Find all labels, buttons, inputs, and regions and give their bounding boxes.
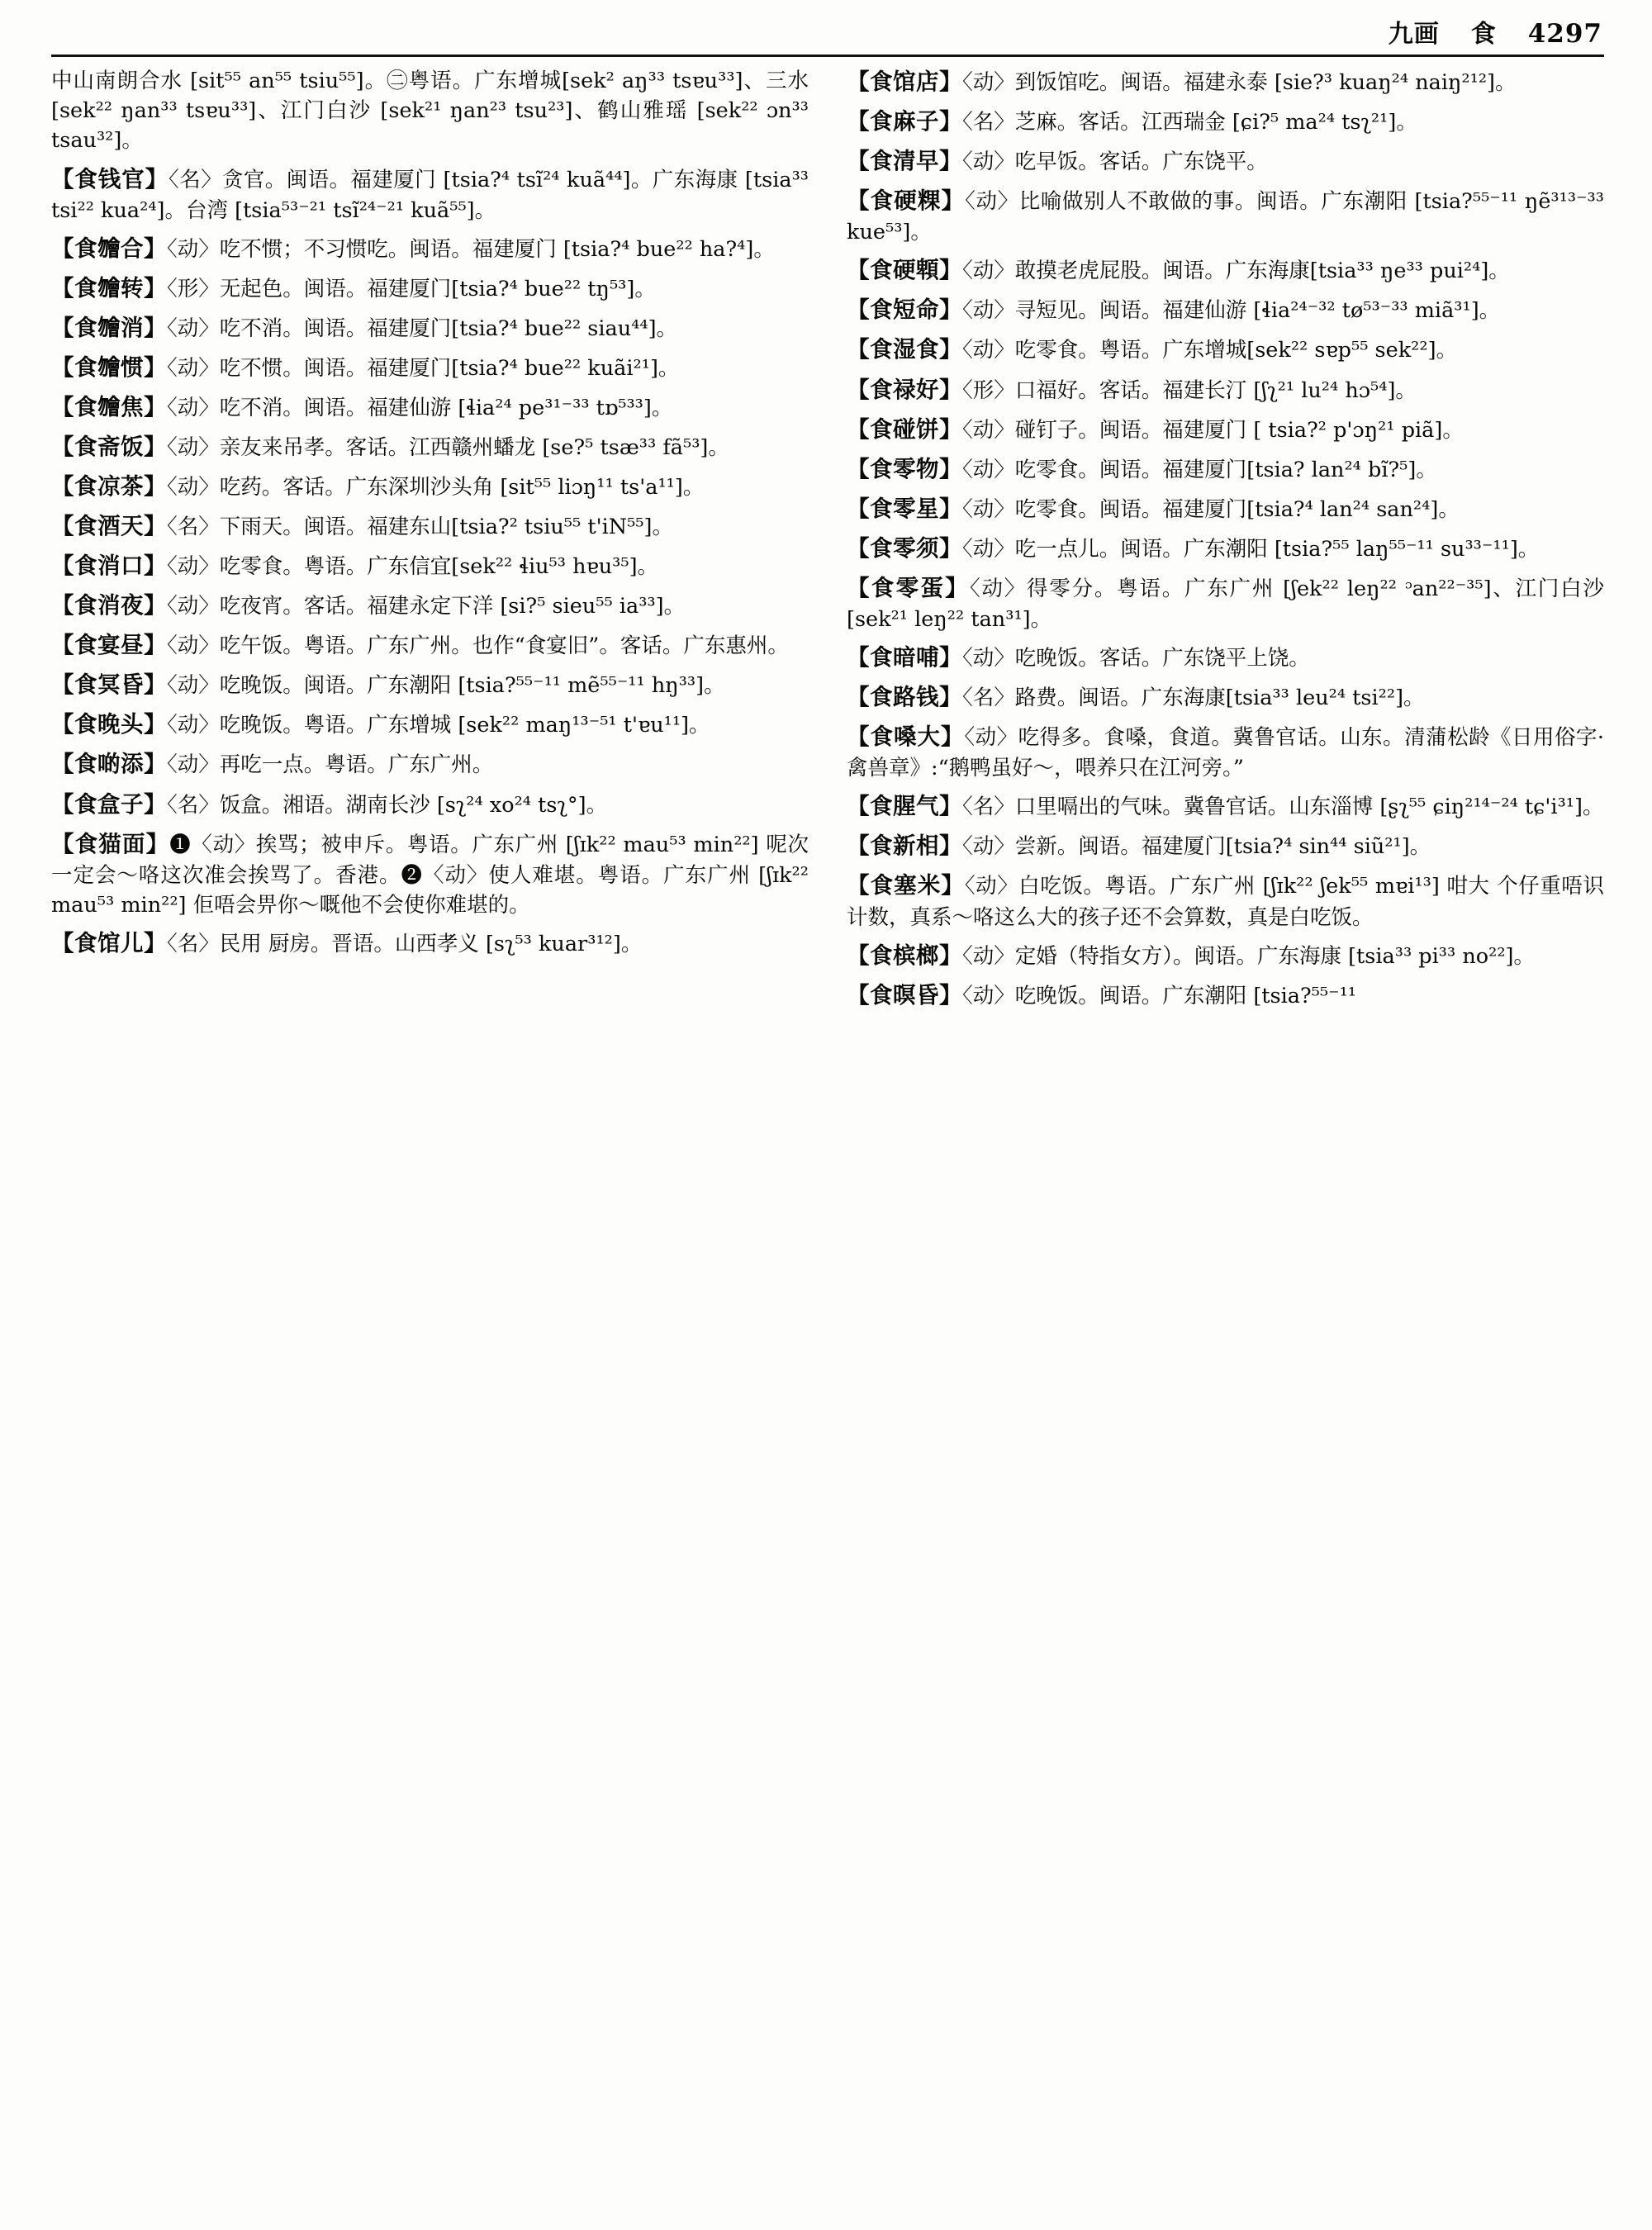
dictionary-entry — [51, 748, 809, 780]
entry-headword: 【食硬䫌】 — [847, 257, 962, 284]
entry-text: 〈动〉吃夜宵。客话。福建永定下洋 [si?⁵ sieu⁵⁵ ia³³]。 — [167, 594, 686, 619]
dictionary-entry — [51, 828, 809, 920]
entry-text: 〈名〉民用 厨房。晋语。山西孝义 [sʅ⁵³ kuar³¹²]。 — [167, 932, 643, 957]
entry-headword: 【食零物】 — [847, 455, 962, 482]
dictionary-entry — [847, 254, 1604, 287]
entry-headword: 【食路钱】 — [847, 684, 962, 711]
entry-headword: 【食馆店】 — [847, 69, 962, 95]
entry-text: 〈名〉贪官。闽语。福建厦门 [tsia?⁴ tsĩ²⁴ kuã⁴⁴]。广东海康 [tsia³³ tsi²² kua²⁴]。台湾 [tsia⁵³⁻²¹ tsĩ²⁴⁻²¹ kuã⁵⁵]。 — [51, 167, 809, 223]
dictionary-entry — [847, 374, 1604, 406]
entry-text: 〈动〉吃不惯；不习惯吃。闽语。福建厦门 [tsia?⁴ bue²² ha?⁴]。 — [167, 236, 775, 262]
entry-text: 〈动〉碰钉子。闽语。福建厦门 [ tsia?² p'ɔŋ²¹ piã]。 — [962, 417, 1464, 443]
entry-headword: 【食碰饼】 — [847, 415, 962, 443]
entry-text: 〈动〉敢摸老虎屁股。闽语。广东海康[tsia³³ ŋe³³ pui²⁴]。 — [962, 259, 1510, 284]
entry-headword: 【食宴昼】 — [51, 632, 167, 659]
dictionary-entry — [847, 681, 1604, 714]
entry-headword: 【食冥昏】 — [51, 671, 167, 699]
dictionary-entry — [847, 790, 1604, 823]
dictionary-entry — [847, 830, 1604, 862]
entry-text: 〈形〉无起色。闽语。福建厦门[tsia?⁴ bue²² tŋ⁵³]。 — [167, 276, 656, 301]
entry-headword: 【食凉茶】 — [51, 473, 167, 501]
entry-text: 〈动〉比喻做别人不敢做的事。闽语。广东潮阳 [tsia?⁵⁵⁻¹¹ ŋẽ³¹³⁻³³ kue⁵³]。 — [847, 189, 1604, 245]
entry-text: 中山南朗合水 [sit⁵⁵ an⁵⁵ tsiu⁵⁵]。㊁粤语。广东增城[sek² aŋ³³ tsɐu³³]、三水[sek²² ŋan³³ tsɐu³³]、江门白沙 [sek²¹ ŋan²³ tsu²³]、鹤山雅瑶 [sek²² ɔn³³ tsau³²]。 — [51, 69, 809, 154]
dictionary-entry — [51, 471, 809, 503]
right-column — [847, 66, 1604, 1019]
dictionary-entry — [847, 294, 1604, 326]
entry-text: 〈动〉吃得多。食嗓，食道。冀鲁官话。山东。清蒲松龄《日用俗字·禽兽章》:“鹅鸭虽好～，喂养只在江河旁。” — [847, 725, 1605, 781]
entry-text: 〈动〉再吃一点。粤语。广东广州。 — [167, 752, 494, 778]
entry-text: 〈动〉吃午饭。粤语。广东广州。也作“食宴旧”。客话。广东惠州。 — [167, 633, 789, 659]
entry-text: 〈动〉吃零食。粤语。广东增城[sek²² sɐp⁵⁵ sek²²]。 — [962, 338, 1458, 363]
entry-text: ❶〈动〉挨骂；被申斥。粤语。广东广州 [ʃɪk²² mau⁵³ min²²] 呢次一定会～咯这次准会挨骂了。香港。❷〈动〉使人难堪。粤语。广东广州 [ʃɪk²² mau⁵³ min²²] 佢唔会畀你～嘅他不会使你难堪的。 — [51, 832, 809, 918]
entry-text: 〈动〉得零分。粤语。广东广州 [ʃek²² leŋ²² ᵓan²²⁻³⁵]、江门白沙 [sek²¹ leŋ²² tan³¹]。 — [847, 576, 1605, 632]
entry-headword: 【食麻子】 — [847, 108, 962, 135]
dictionary-entry — [847, 642, 1604, 674]
dictionary-entry — [847, 870, 1604, 932]
dictionary-entry — [847, 572, 1604, 634]
entry-text: 〈动〉尝新。闽语。福建厦门[tsia?⁴ sin⁴⁴ siũ²¹]。 — [962, 834, 1431, 860]
entry-headword: 【食湿食】 — [847, 336, 962, 363]
dictionary-entry — [51, 164, 809, 225]
entry-text: 〈名〉口里嗝出的气味。冀鲁官话。山东淄博 [ʂʅ⁵⁵ ɕiŋ²¹⁴⁻²⁴ tɕ'i³¹]。 — [962, 795, 1604, 820]
page-header — [1389, 13, 1602, 50]
dictionary-entry — [51, 928, 809, 960]
dictionary-entry — [847, 453, 1604, 486]
dictionary-entry — [51, 510, 809, 543]
entry-continued — [51, 66, 809, 156]
page-columns — [51, 66, 1604, 1019]
entry-text: 〈名〉芝麻。客话。江西瑞金 [ɕi?⁵ ma²⁴ tsʅ²¹]。 — [962, 110, 1417, 135]
entry-headword: 【食暗哺】 — [847, 644, 962, 671]
entry-headword: 【食硬粿】 — [847, 187, 966, 215]
entry-headword: 【食新相】 — [847, 833, 962, 860]
entry-headword: 【食短命】 — [847, 297, 962, 324]
dictionary-entry — [51, 590, 809, 622]
entry-headword: 【食盒子】 — [51, 790, 167, 818]
entry-text: 〈形〉口福好。客话。福建长汀 [ʃʅ²¹ lu²⁴ hɔ⁵⁴]。 — [962, 377, 1417, 403]
entry-text: 〈动〉吃不惯。闽语。福建厦门[tsia?⁴ bue²² kuãi²¹]。 — [167, 356, 680, 381]
entry-headword: 【食猫面】 — [51, 830, 170, 857]
dictionary-entry — [51, 233, 809, 265]
entry-headword: 【食𣍐惯】 — [51, 354, 167, 381]
entry-text: 〈动〉吃晚饭。闽语。广东潮阳 [tsia?⁵⁵⁻¹¹ mẽ⁵⁵⁻¹¹ hŋ³³]。 — [167, 673, 725, 699]
entry-headword: 【食𣍐消】 — [51, 314, 167, 341]
entry-headword: 【食𣍐转】 — [51, 274, 167, 301]
entry-headword: 【食零星】 — [847, 495, 962, 522]
header-radical: 食 — [1470, 20, 1497, 49]
dictionary-entry — [847, 980, 1604, 1012]
dictionary-entry — [51, 273, 809, 305]
entry-text: 〈名〉路费。闽语。广东海康[tsia³³ leu²⁴ tsi²²]。 — [962, 686, 1425, 711]
entry-headword: 【食清早】 — [847, 148, 962, 175]
page-number: 4297 — [1527, 19, 1602, 49]
entry-text: 〈动〉吃早饭。客话。广东饶平。 — [962, 149, 1268, 175]
header-stroke-label: 九画 — [1388, 20, 1440, 49]
entry-text: 〈动〉寻短见。闽语。福建仙游 [ɬia²⁴⁻³² tø⁵³⁻³³ miã³¹]。 — [962, 298, 1501, 324]
entry-text: 〈动〉白吃饭。粤语。广东广州 [ʃɪk²² ʃek⁵⁵ mɐi¹³] 咁大 个仔重唔识计数，真系～咯这么大的孩子还不会算数，真是白吃饭。 — [847, 874, 1605, 930]
dictionary-entry — [51, 789, 809, 821]
entry-text: 〈动〉吃晚饭。粤语。广东增城 [sek²² maŋ¹³⁻⁵¹ t'ɐu¹¹]。 — [167, 713, 710, 738]
entry-headword: 【食零须】 — [847, 534, 962, 562]
header-divider — [51, 55, 1604, 57]
dictionary-entry — [847, 721, 1604, 783]
dictionary-entry — [51, 431, 809, 463]
entry-text: 〈动〉吃不消。闽语。福建仙游 [ɬia²⁴ pe³¹⁻³³ tɒ⁵³³]。 — [167, 396, 673, 421]
dictionary-entry — [51, 550, 809, 582]
entry-text: 〈动〉吃一点儿。闽语。广东潮阳 [tsia?⁵⁵ laŋ⁵⁵⁻¹¹ su³³⁻¹¹]。 — [962, 536, 1540, 562]
dictionary-entry — [847, 145, 1604, 178]
entry-text: 〈动〉吃晚饭。客话。广东饶平上饶。 — [962, 646, 1310, 671]
dictionary-entry — [51, 709, 809, 741]
entry-headword: 【食酒天】 — [51, 513, 167, 540]
entry-headword: 【食啲添】 — [51, 751, 167, 778]
dictionary-entry — [847, 334, 1604, 366]
left-column — [51, 66, 809, 1019]
entry-headword: 【食晚头】 — [51, 711, 167, 738]
entry-text: 〈名〉下雨天。闽语。福建东山[tsia?² tsiu⁵⁵ t'iN⁵⁵]。 — [167, 515, 673, 540]
entry-text: 〈名〉饭盒。湘语。湖南长沙 [sʅ²⁴ xo²⁴ tsʅ°]。 — [167, 792, 608, 818]
entry-headword: 【食馆儿】 — [51, 930, 167, 957]
dictionary-entry — [847, 414, 1604, 446]
entry-text: 〈动〉定婚（特指女方）。闽语。广东海康 [tsia³³ pi³³ no²²]。 — [962, 943, 1535, 969]
entry-text: 〈动〉吃不消。闽语。福建厦门[tsia?⁴ bue²² siau⁴⁴]。 — [167, 316, 678, 341]
entry-headword: 【食𣍐焦】 — [51, 394, 167, 421]
dictionary-entry — [847, 533, 1604, 565]
dictionary-entry — [51, 391, 809, 424]
entry-text: 〈动〉亲友来吊孝。客话。江西赣州蟠龙 [se?⁵ tsæ³³ fã⁵³]。 — [167, 435, 729, 461]
entry-headword: 【食塞米】 — [847, 872, 965, 899]
entry-headword: 【食消口】 — [51, 553, 167, 580]
entry-headword: 【食槟榔】 — [847, 942, 962, 969]
dictionary-entry — [847, 493, 1604, 525]
entry-headword: 【食暝昏】 — [847, 981, 962, 1008]
dictionary-entry — [847, 66, 1604, 98]
dictionary-entry — [51, 352, 809, 384]
entry-headword: 【食斋饭】 — [51, 434, 167, 461]
entry-text: 〈动〉吃零食。粤语。广东信宜[sek²² ɬiu⁵³ hɐu³⁵]。 — [167, 554, 659, 580]
entry-headword: 【食禄好】 — [847, 376, 962, 403]
dictionary-entry — [847, 185, 1604, 247]
dictionary-entry — [51, 312, 809, 344]
entry-headword: 【食钱官】 — [51, 165, 169, 192]
dictionary-entry — [51, 629, 809, 662]
entry-text: 〈动〉到饭馆吃。闽语。福建永泰 [sie?³ kuaŋ²⁴ naiŋ²¹²]。 — [962, 70, 1517, 95]
entry-text: 〈动〉吃零食。闽语。福建厦门[tsia? lan²⁴ bĩ?⁵]。 — [962, 457, 1437, 482]
dictionary-entry — [847, 106, 1604, 138]
entry-text: 〈动〉吃零食。闽语。福建厦门[tsia?⁴ lan²⁴ san²⁴]。 — [962, 496, 1460, 522]
entry-headword: 【食腥气】 — [847, 793, 962, 820]
entry-text: 〈动〉吃晚饭。闽语。广东潮阳 [tsia?⁵⁵⁻¹¹ — [962, 983, 1357, 1008]
entry-headword: 【食零蛋】 — [847, 574, 970, 601]
entry-headword: 【食𣍐合】 — [51, 235, 167, 262]
entry-text: 〈动〉吃药。客话。广东深圳沙头角 [sit⁵⁵ liɔŋ¹¹ ts'a¹¹]。 — [167, 475, 705, 501]
dictionary-entry — [51, 669, 809, 701]
dictionary-entry — [847, 940, 1604, 972]
entry-headword: 【食消夜】 — [51, 592, 167, 619]
entry-headword: 【食嗓大】 — [847, 724, 965, 751]
